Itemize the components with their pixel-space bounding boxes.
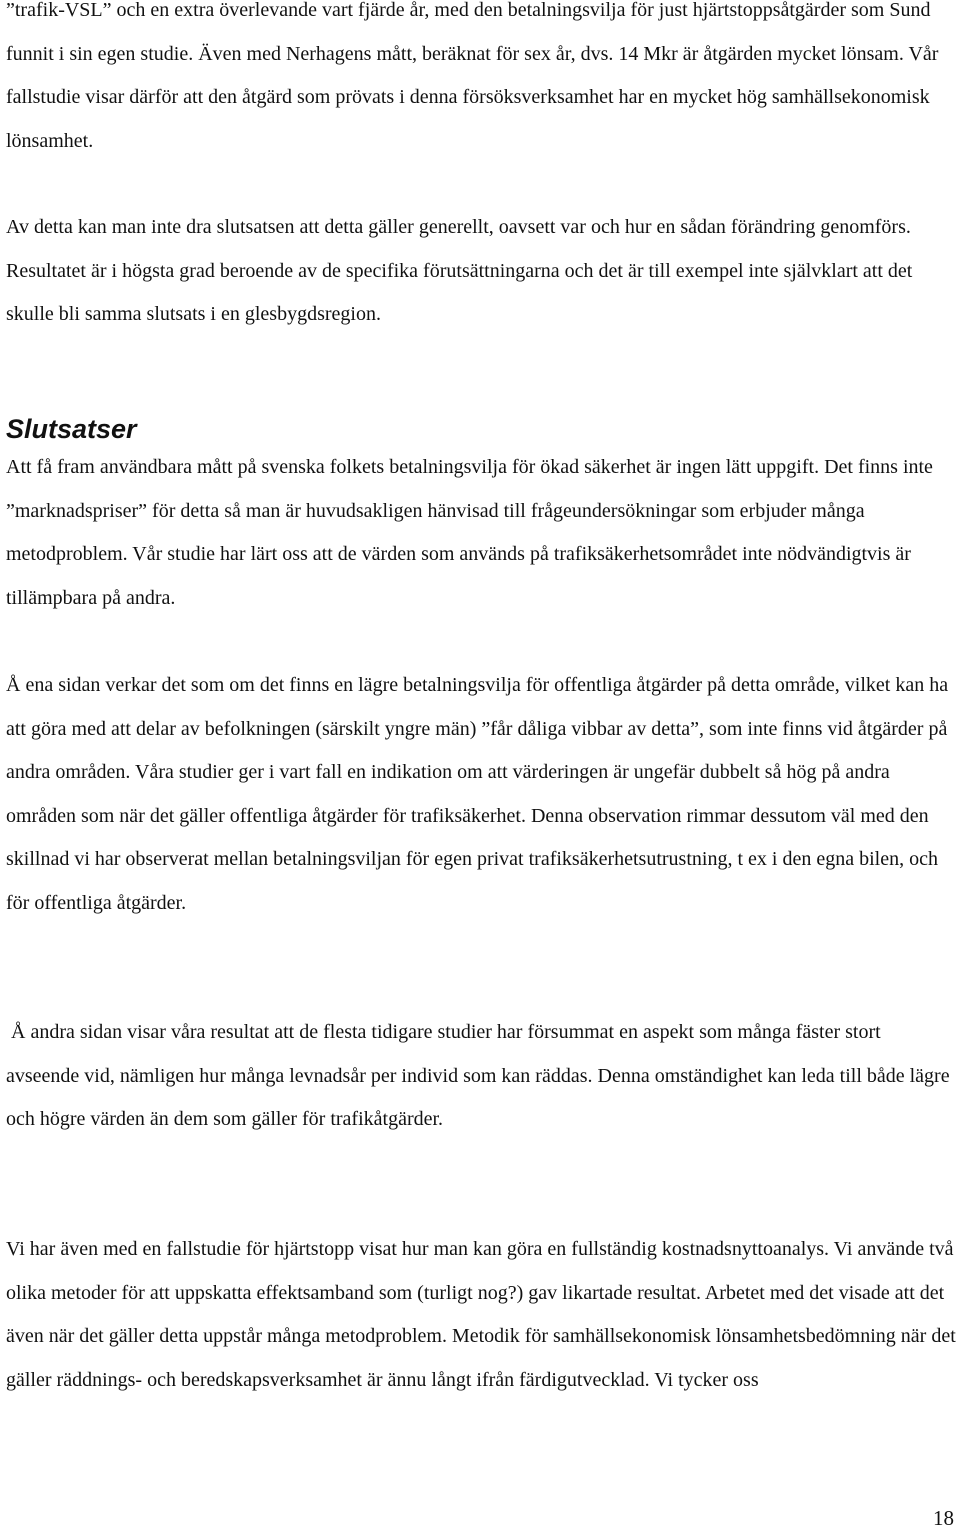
body-paragraph: Av detta kan man inte dra slutsatsen att detta gäller generellt, oavsett var och hur en sådan förändring genomförs. Resultatet är i högsta grad beroende av de specifika förutsättningarna och det är till exempel inte självklart att det skulle bli samma slutsats i en glesbygdsregion. [6,216,913,325]
body-paragraph: Att få fram användbara mått på svenska folkets betalningsvilja för ökad säkerhet är ingen lätt uppgift. Det finns inte ”marknadspriser” för detta så man är huvudsakligen hänvisad till frågeundersökningar som erbjuder många metodproblem. Vår studie har lärt oss att de värden som används på trafiksäkerhetsområdet inte nödvändigtvis är tillämpbara på andra. [6,456,933,609]
body-paragraph: ”trafik-VSL” och en extra överlevande vart fjärde år, med den betalningsvilja för just hjärtstoppsåtgärder som Sund funnit i sin egen studie. Även med Nerhagens mått, beräknat för sex år, dvs. 14 Mkr är åtgärden mycket lönsam. Vår fallstudie visar därför att den åtgärd som prövats i denna försöksverksamhet har en mycket hög samhällsekonomisk lönsamhet. [6,0,939,152]
body-paragraph: Vi har även med en fallstudie för hjärtstopp visat hur man kan göra en fullständig kostnadsnyttoanalys. Vi använde två olika metoder för att uppskatta effektsamband som (turligt nog?) gav likartade resultat. Arbetet med det visade att det även när det gäller detta uppstår många metodproblem. Metodik för samhällsekonomisk lönsamhetsbedömning när det gäller räddnings- och beredskapsverksamhet är ännu långt ifrån färdigutvecklad. Vi tycker oss [6,1238,956,1391]
section-heading: Slutsatser [6,414,137,444]
page-number: 18 [933,1506,954,1530]
body-paragraph: Å ena sidan verkar det som om det finns en lägre betalningsvilja för offentliga åtgärder på detta område, vilket kan ha att göra med att delar av befolkningen (särskilt yngre män) ”får dåliga vibbar av detta”, som inte finns vid åtgärder på andra områden. Våra studier ger i vart fall en indikation om att värderingen är ungefär dubbelt så hög på andra områden som när det gäller offentliga åtgärder för trafiksäkerhet. Denna observation rimmar dessutom väl med den skillnad vi har observerat mellan betalningsviljan för egen privat trafiksäkerhetsutrustning, t ex i den egna bilen, och för offentliga åtgärder. [6,674,949,914]
body-paragraph: Å andra sidan visar våra resultat att de flesta tidigare studier har försummat en aspekt som många fäster stort avseende vid, nämligen hur många levnadsår per individ som kan räddas. Denna omständighet kan leda till både lägre och högre värden än dem som gäller för trafikåtgärder. [6,1021,955,1130]
